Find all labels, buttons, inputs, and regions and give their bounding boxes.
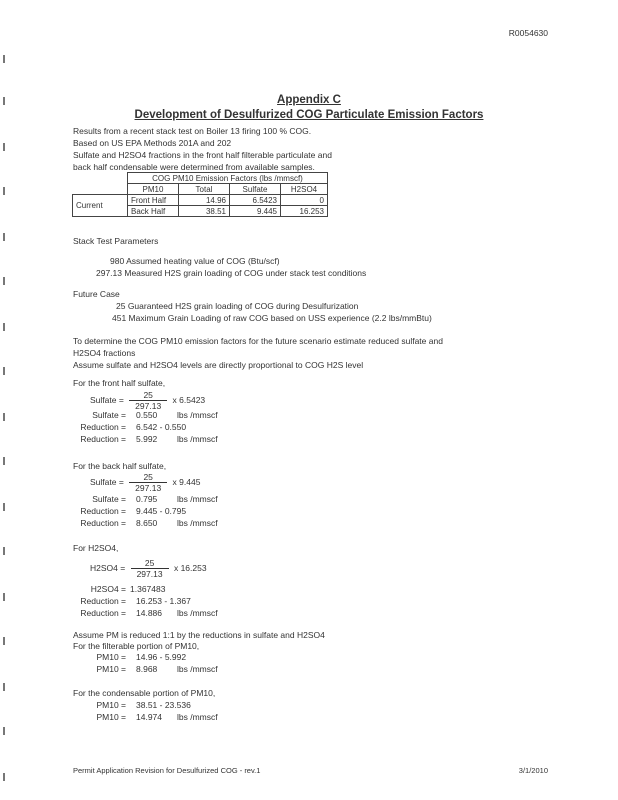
footer-date: 3/1/2010 (518, 766, 548, 775)
scan-mark (3, 367, 5, 375)
scan-mark (3, 233, 5, 241)
calc-value: 8.968 (136, 664, 158, 674)
calc-unit: lbs /mmscf (177, 664, 218, 674)
fraction-denominator: 297.13 (129, 400, 167, 411)
table-corner (73, 173, 128, 184)
calc-unit: lbs /mmscf (177, 434, 218, 444)
column-header: PM10 (128, 184, 179, 195)
scan-mark (3, 547, 5, 555)
emission-factor-table (72, 172, 328, 217)
table-cell: 0 (281, 195, 328, 206)
equation-label: H2SO4 = (90, 562, 126, 573)
h2so4-equation (90, 558, 207, 579)
calc-label: Sulfate = (92, 410, 126, 420)
calc-label: PM10 = (96, 652, 126, 662)
column-header: H2SO4 (281, 184, 328, 195)
intro-line: Results from a recent stack test on Boiler 13 firing 100 % COG. (73, 126, 312, 136)
calc-label: PM10 = (96, 700, 126, 710)
equation-multiplier: x 16.253 (173, 562, 207, 573)
calc-label: Sulfate = (92, 494, 126, 504)
intro-line: Based on US EPA Methods 201A and 202 (73, 138, 232, 148)
scan-mark (3, 727, 5, 735)
calc-value: 14.96 - 5.992 (136, 652, 187, 662)
equation-label: Sulfate = (90, 476, 124, 487)
back-equation (90, 472, 200, 493)
calc-unit: lbs /mmscf (177, 518, 218, 528)
determine-line: To determine the COG PM10 emission factors for the future scenario estimate reduced sulfate and (73, 336, 443, 346)
front-equation (90, 390, 205, 411)
column-header: Total (179, 184, 230, 195)
back-heading: For the back half sulfate, (73, 461, 167, 471)
table-cell: Front Half (128, 195, 179, 206)
future-line: 25 Guaranteed H2S grain loading of COG during Desulfurization (116, 301, 359, 311)
calc-value: 5.992 (136, 434, 158, 444)
calc-label: PM10 = (96, 712, 126, 722)
scan-mark (3, 55, 5, 63)
scan-mark (3, 503, 5, 511)
fraction (129, 390, 167, 411)
stack-line: 297.13 Measured H2S grain loading of COG under stack test conditions (96, 268, 367, 278)
scan-mark (3, 773, 5, 781)
document-id: R0054630 (508, 28, 548, 38)
scan-mark (3, 277, 5, 285)
table-cell: 6.5423 (230, 195, 281, 206)
calc-label: Reduction = (80, 506, 126, 516)
calc-label: Reduction = (80, 518, 126, 528)
assume-line: Assume PM is reduced 1:1 by the reductions in sulfate and H2SO4 (73, 630, 325, 640)
calc-value: 0.795 (136, 494, 158, 504)
fraction-numerator: 25 (143, 472, 153, 482)
future-heading: Future Case (73, 289, 120, 299)
column-header: Sulfate (230, 184, 281, 195)
calc-unit: lbs /mmscf (177, 494, 218, 504)
future-line: 451 Maximum Grain Loading of raw COG based on USS experience (2.2 lbs/mmBtu) (112, 313, 432, 323)
table-cell: 16.253 (281, 206, 328, 217)
condensable-heading: For the condensable portion of PM10, (73, 688, 216, 698)
calc-value: 38.51 - 23.536 (136, 700, 191, 710)
calc-unit: lbs /mmscf (177, 608, 218, 618)
intro-line: back half condensable were determined from available samples. (73, 162, 315, 172)
table-cell: 14.96 (179, 195, 230, 206)
stack-heading: Stack Test Parameters (73, 236, 159, 246)
calc-value: 9.445 - 0.795 (136, 506, 187, 516)
table-title: COG PM10 Emission Factors (lbs /mmscf) (128, 173, 328, 184)
scan-mark (3, 457, 5, 465)
calc-value: 1.367483 (130, 584, 166, 594)
calc-value: 6.542 - 0.550 (136, 422, 187, 432)
table-cell: Back Half (128, 206, 179, 217)
row-group-label: Current (73, 195, 128, 217)
calc-value: 14.974 (136, 712, 162, 722)
calc-label: Reduction = (80, 422, 126, 432)
fraction-denominator: 297.13 (129, 482, 167, 493)
intro-line: Sulfate and H2SO4 fractions in the front half filterable particulate and (73, 150, 332, 160)
calc-unit: lbs /mmscf (177, 410, 218, 420)
h2so4-heading: For H2SO4, (73, 543, 119, 553)
calc-label: PM10 = (96, 664, 126, 674)
fraction-denominator: 297.13 (131, 568, 169, 579)
document-title: Development of Desulfurized COG Particulate Emission Factors (134, 109, 484, 121)
scan-mark (3, 187, 5, 195)
appendix-title: Appendix C (277, 94, 341, 106)
scan-edge-marks (3, 55, 11, 795)
equation-multiplier: x 6.5423 (172, 394, 206, 405)
calc-label: H2SO4 = (90, 584, 126, 594)
calc-label: Reduction = (80, 608, 126, 618)
filterable-heading: For the filterable portion of PM10, (73, 641, 200, 651)
scan-mark (3, 143, 5, 151)
table-cell: 38.51 (179, 206, 230, 217)
determine-line: H2SO4 fractions (73, 348, 136, 358)
equation-label: Sulfate = (90, 394, 124, 405)
scan-mark (3, 637, 5, 645)
scan-mark (3, 323, 5, 331)
table-cell: 9.445 (230, 206, 281, 217)
fraction (129, 472, 167, 493)
scan-mark (3, 683, 5, 691)
calc-label: Reduction = (80, 596, 126, 606)
table-row (73, 195, 328, 206)
scan-mark (3, 413, 5, 421)
calc-value: 16.253 - 1.367 (136, 596, 191, 606)
calc-value: 14.886 (136, 608, 162, 618)
fraction-numerator: 25 (143, 390, 153, 400)
determine-line: Assume sulfate and H2SO4 levels are directly proportional to COG H2S level (73, 360, 364, 370)
calc-unit: lbs /mmscf (177, 712, 218, 722)
front-heading: For the front half sulfate, (73, 378, 166, 388)
fraction (131, 558, 169, 579)
stack-line: 980 Assumed heating value of COG (Btu/scf) (110, 256, 280, 266)
calc-label: Reduction = (80, 434, 126, 444)
table-corner (73, 184, 128, 195)
calc-value: 0.550 (136, 410, 158, 420)
scan-mark (3, 593, 5, 601)
equation-multiplier: x 9.445 (172, 476, 201, 487)
calc-value: 8.650 (136, 518, 158, 528)
fraction-numerator: 25 (144, 558, 155, 568)
footer-left: Permit Application Revision for Desulfurized COG - rev.1 (73, 766, 261, 775)
